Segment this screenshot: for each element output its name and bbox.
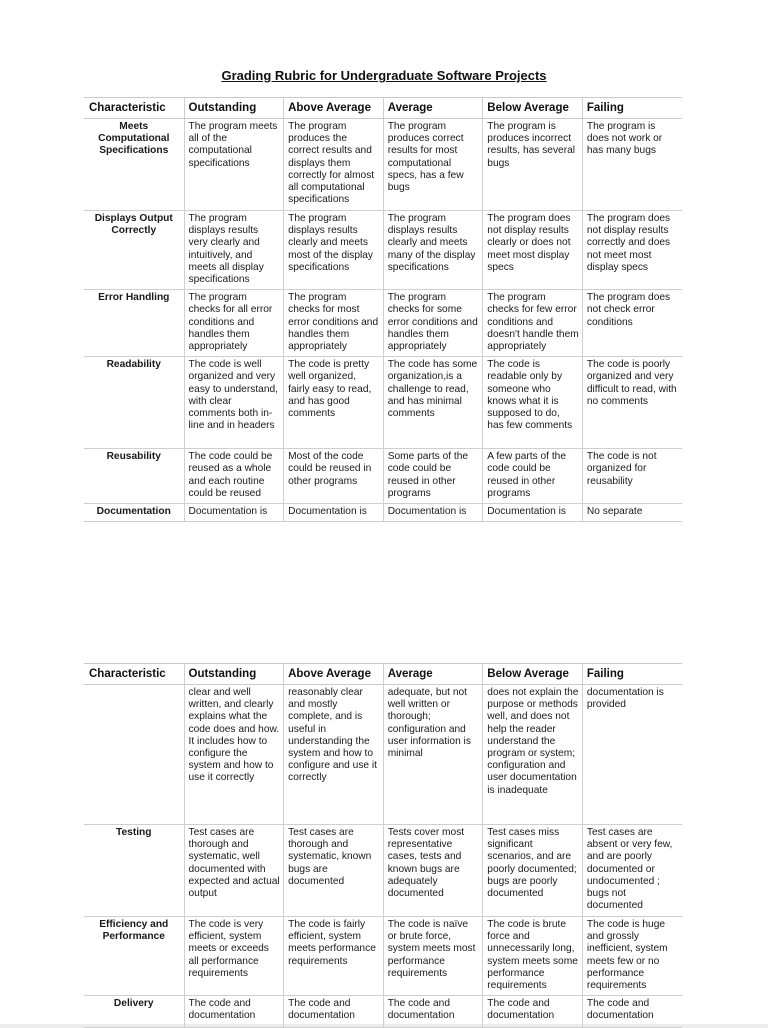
table-cell: The code is pretty well organized, fairly easy to read, and has good comments	[284, 357, 384, 449]
table-cell: The code is fairly efficient, system meets performance requirements	[284, 917, 384, 996]
characteristic-cell: Delivery	[84, 996, 184, 1028]
table-cell: The program is does not work or has many bugs	[582, 119, 682, 211]
header-below-average: Below Average	[483, 664, 583, 685]
table-cell: The code is huge and grossly inefficient, system meets few or no performance requirements	[582, 917, 682, 996]
table-cell: Tests cover most representative cases, tests and known bugs are adequately documented	[383, 825, 483, 917]
table-cell: The program is produces incorrect results, has several bugs	[483, 119, 583, 211]
table-cell: Some parts of the code could be reused in other programs	[383, 449, 483, 504]
header-outstanding: Outstanding	[184, 664, 284, 685]
characteristic-cell: Meets Computational Specifications	[84, 119, 184, 211]
header-average: Average	[383, 98, 483, 119]
characteristic-cell: Reusability	[84, 449, 184, 504]
table-cell: The program produces correct results for most computational specs, has a few bugs	[383, 119, 483, 211]
table-cell: The program does not display results correctly and does not meet most display specs	[582, 211, 682, 290]
table-row	[84, 119, 682, 211]
table-cell: The program displays results clearly and meets many of the display specifications	[383, 211, 483, 290]
table-cell: The code and documentation	[284, 996, 384, 1028]
table-cell: Test cases miss significant scenarios, and are poorly documented; bugs are poorly documented	[483, 825, 583, 917]
table-cell: Documentation is	[284, 504, 384, 522]
table-cell: The code is brute force and unnecessarily long, system meets some performance requirements	[483, 917, 583, 996]
table-cell: A few parts of the code could be reused in other programs	[483, 449, 583, 504]
table-cell: The code is readable only by someone who knows what it is supposed to do, has few comments	[483, 357, 583, 449]
characteristic-cell: Error Handling	[84, 290, 184, 357]
rubric-table-top	[84, 97, 682, 522]
table-cell: The code is well organized and very easy to understand, with clear comments both in-line and in headers	[184, 357, 284, 449]
table-cell: The program checks for all error conditions and handles them appropriately	[184, 290, 284, 357]
table-cell: The program checks for most error conditions and handles them appropriately	[284, 290, 384, 357]
table-row	[84, 504, 682, 522]
table-cell: Test cases are absent or very few, and are poorly documented or undocumented ; bugs not documented	[582, 825, 682, 917]
table-cell: The code and documentation	[184, 996, 284, 1028]
table-cell: The code is naïve or brute force, system meets most performance requirements	[383, 917, 483, 996]
table-cell: The program checks for few error conditions and doesn't handle them appropriately	[483, 290, 583, 357]
table-cell: Test cases are thorough and systematic, known bugs are documented	[284, 825, 384, 917]
table-cell: The program displays results clearly and meets most of the display specifications	[284, 211, 384, 290]
table-cell: The program meets all of the computational specifications	[184, 119, 284, 211]
table-cell: Documentation is	[184, 504, 284, 522]
table-cell: Most of the code could be reused in other programs	[284, 449, 384, 504]
table-cell: The code has some organization,is a challenge to read, and has minimal comments	[383, 357, 483, 449]
table-row	[84, 685, 682, 825]
header-above-average: Above Average	[284, 664, 384, 685]
table-cell: clear and well written, and clearly explains what the code does and how. It includes how to configure the system and how to use it correctly	[184, 685, 284, 825]
document-title: Grading Rubric for Undergraduate Software Projects	[221, 68, 547, 83]
table-row	[84, 449, 682, 504]
characteristic-cell	[84, 685, 184, 825]
header-characteristic: Characteristic	[84, 98, 184, 119]
table-row	[84, 825, 682, 917]
table-cell: The code and documentation	[582, 996, 682, 1028]
table-row	[84, 357, 682, 449]
table-cell: The program does not display results clearly or does not meet most display specs	[483, 211, 583, 290]
table-cell: The program displays results very clearly and intuitively, and meets all display specifications	[184, 211, 284, 290]
table-cell: The code is not organized for reusability	[582, 449, 682, 504]
table-cell: The code and documentation	[483, 996, 583, 1028]
table-cell: The program produces the correct results and displays them correctly for almost all computational specifications	[284, 119, 384, 211]
header-average: Average	[383, 664, 483, 685]
characteristic-cell: Displays Output Correctly	[84, 211, 184, 290]
table-cell: Documentation is	[483, 504, 583, 522]
table-cell: documentation is provided	[582, 685, 682, 825]
rubric-table-bottom	[84, 663, 682, 1028]
table-cell: No separate	[582, 504, 682, 522]
table-row	[84, 917, 682, 996]
table-row	[84, 996, 682, 1028]
header-outstanding: Outstanding	[184, 98, 284, 119]
header-below-average: Below Average	[483, 98, 583, 119]
table-cell: The code is poorly organized and very difficult to read, with no comments	[582, 357, 682, 449]
table-cell: Test cases are thorough and systematic, well documented with expected and actual output	[184, 825, 284, 917]
table-cell: adequate, but not well written or thorough; configuration and user information is minimal	[383, 685, 483, 825]
header-row	[84, 664, 682, 685]
header-failing: Failing	[582, 664, 682, 685]
table-cell: The code could be reused as a whole and each routine could be reused	[184, 449, 284, 504]
header-above-average: Above Average	[284, 98, 384, 119]
table-cell: The program does not check error conditions	[582, 290, 682, 357]
characteristic-cell: Readability	[84, 357, 184, 449]
table-cell: Documentation is	[383, 504, 483, 522]
table-cell: The code and documentation	[383, 996, 483, 1028]
header-row	[84, 98, 682, 119]
table-cell: reasonably clear and mostly complete, and is useful in understanding the system and how to configure and use it correctly	[284, 685, 384, 825]
characteristic-cell: Testing	[84, 825, 184, 917]
header-characteristic: Characteristic	[84, 664, 184, 685]
characteristic-cell: Documentation	[84, 504, 184, 522]
characteristic-cell: Efficiency and Performance	[84, 917, 184, 996]
table-cell: does not explain the purpose or methods well, and does not help the reader understand the program or system; configuration and user documentation is inadequate	[483, 685, 583, 825]
table-row	[84, 211, 682, 290]
table-cell: The program checks for some error conditions and handles them appropriately	[383, 290, 483, 357]
table-cell: The code is very efficient, system meets or exceeds all performance requirements	[184, 917, 284, 996]
header-failing: Failing	[582, 98, 682, 119]
table-row	[84, 290, 682, 357]
